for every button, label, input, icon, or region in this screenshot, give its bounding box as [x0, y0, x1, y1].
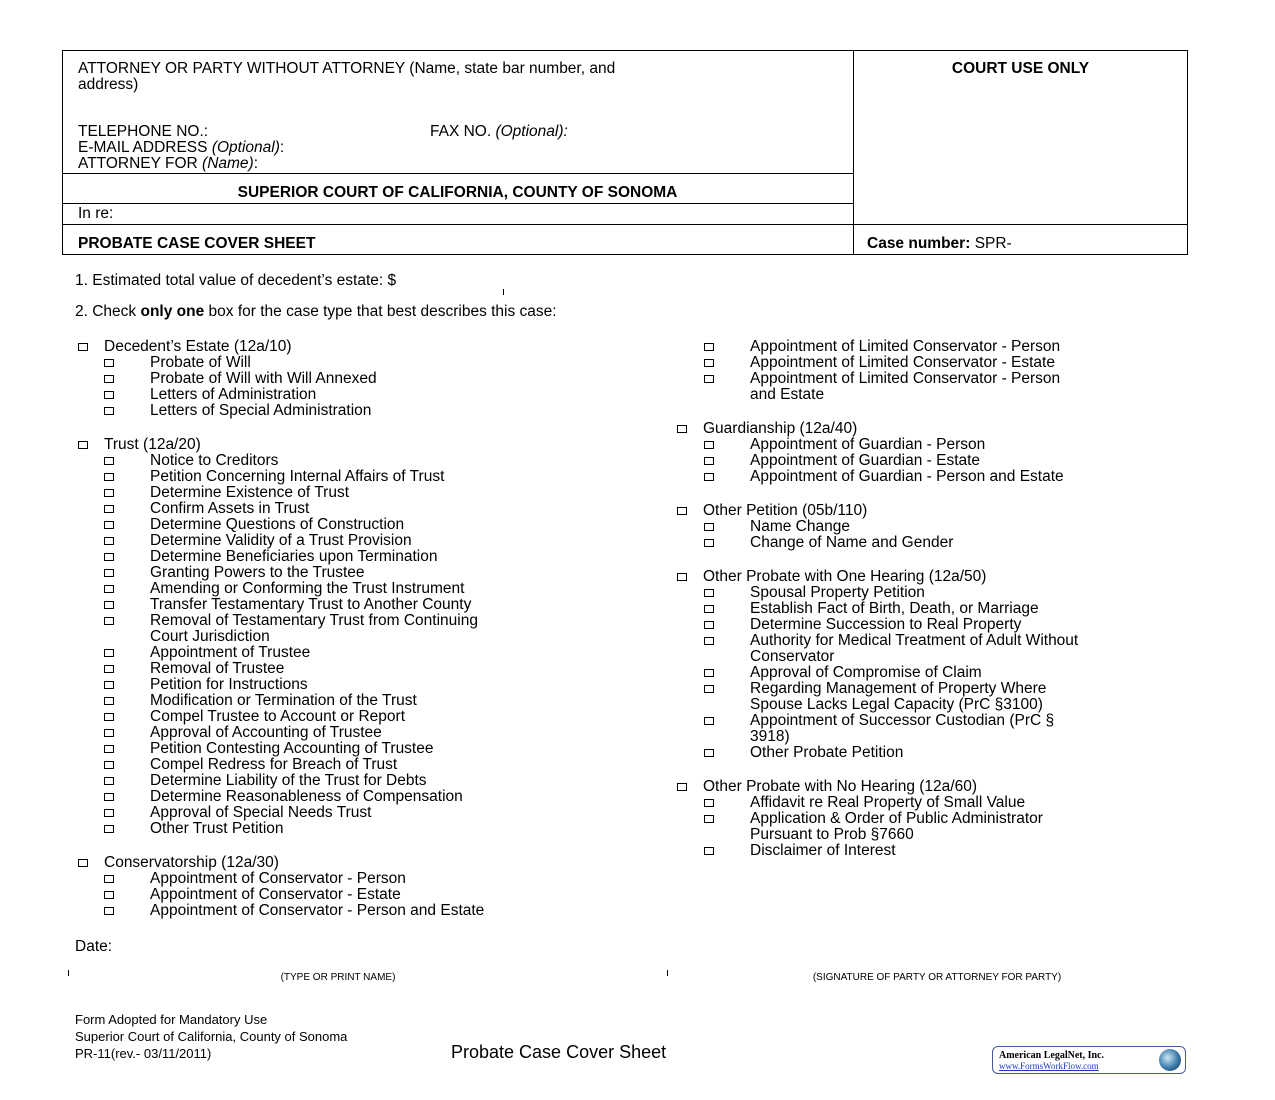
option-label: Determine Liability of the Trust for Debts	[150, 772, 427, 789]
header-rule-3	[62, 224, 1188, 225]
option-label: Removal of Testamentary Trust from Continuing	[150, 612, 478, 629]
in-re-label: In re:	[78, 205, 114, 222]
checkbox[interactable]	[104, 697, 114, 705]
group-label: Trust (12a/20)	[104, 436, 201, 453]
checkbox[interactable]	[704, 749, 714, 757]
footer-line-2: Superior Court of California, County of Sonoma	[75, 1029, 348, 1044]
q2-post: box for the case type that best describes this case:	[204, 303, 557, 320]
option-label: Disclaimer of Interest	[750, 842, 896, 859]
option-label: Petition Contesting Accounting of Trustee	[150, 740, 434, 757]
court-name: SUPERIOR COURT OF CALIFORNIA, COUNTY OF SONOMA	[237, 184, 678, 201]
checkbox[interactable]	[104, 907, 114, 915]
checkbox[interactable]	[78, 859, 88, 867]
checkbox[interactable]	[704, 589, 714, 597]
option-label: Transfer Testamentary Trust to Another County	[150, 596, 472, 613]
option-label: Amending or Conforming the Trust Instrument	[150, 580, 465, 597]
option-label: Petition Concerning Internal Affairs of Trust	[150, 468, 445, 485]
checkbox[interactable]	[704, 669, 714, 677]
option-label: Appointment of Limited Conservator - Person	[750, 370, 1061, 387]
option-label: and Estate	[750, 386, 825, 403]
q2-pre: 2. Check	[75, 303, 141, 320]
checkbox[interactable]	[104, 359, 114, 367]
checkbox[interactable]	[704, 359, 714, 367]
footer-line-1: Form Adopted for Mandatory Use	[75, 1012, 268, 1027]
checkbox[interactable]	[104, 825, 114, 833]
option-label: Confirm Assets in Trust	[150, 500, 310, 517]
footer-line-3: PR-11(rev.- 03/11/2011)	[75, 1046, 212, 1061]
checkbox[interactable]	[704, 523, 714, 531]
checkbox[interactable]	[704, 717, 714, 725]
checkbox[interactable]	[104, 729, 114, 737]
checkbox[interactable]	[104, 649, 114, 657]
q2-bold: only one	[140, 303, 205, 320]
checkbox[interactable]	[677, 507, 687, 515]
checkbox[interactable]	[677, 783, 687, 791]
header-rule-2	[62, 203, 853, 204]
email-text: E-MAIL ADDRESS	[78, 139, 208, 156]
attorney-for-name: (Name)	[202, 155, 254, 172]
form-title: PROBATE CASE COVER SHEET	[78, 235, 316, 252]
checkbox[interactable]	[104, 761, 114, 769]
date-label: Date:	[75, 938, 113, 955]
footer-title: Probate Case Cover Sheet	[451, 1042, 667, 1062]
option-label: Modification or Termination of the Trust	[150, 692, 417, 709]
option-label: Determine Existence of Trust	[150, 484, 349, 501]
checkbox[interactable]	[104, 457, 114, 465]
checkbox[interactable]	[104, 489, 114, 497]
option-label: Regarding Management of Property Where	[750, 680, 1047, 697]
option-label: Appointment of Guardian - Person and Estate	[750, 468, 1064, 485]
checkbox[interactable]	[704, 457, 714, 465]
option-label: Determine Reasonableness of Compensation	[150, 788, 463, 805]
checkbox[interactable]	[104, 553, 114, 561]
option-label: Appointment of Conservator - Person and Estate	[150, 902, 485, 919]
checkbox[interactable]	[104, 665, 114, 673]
globe-icon	[1159, 1049, 1181, 1071]
checkbox[interactable]	[104, 745, 114, 753]
group-label: Guardianship (12a/40)	[703, 420, 858, 437]
option-label: Probate of Will with Will Annexed	[150, 370, 377, 387]
header-rule-1	[62, 173, 853, 174]
group-label: Conservatorship (12a/30)	[104, 854, 279, 871]
option-label: Affidavit re Real Property of Small Value	[750, 794, 1026, 811]
option-label: Appointment of Trustee	[150, 644, 311, 661]
attorney-label-2: address)	[78, 76, 139, 93]
group-label: Other Probate with No Hearing (12a/60)	[703, 778, 977, 795]
option-label: Spouse Lacks Legal Capacity (PrC §3100)	[750, 696, 1043, 713]
case-number-label: Case number:	[867, 235, 971, 252]
case-number	[867, 236, 1012, 252]
checkbox[interactable]	[104, 375, 114, 383]
checkbox[interactable]	[104, 601, 114, 609]
checkbox[interactable]	[104, 585, 114, 593]
email-label	[78, 140, 284, 156]
attorney-label: ATTORNEY OR PARTY WITHOUT ATTORNEY (Name, state bar number, and	[78, 60, 616, 77]
option-label: Name Change	[750, 518, 850, 535]
checkbox[interactable]	[704, 375, 714, 383]
option-label: Compel Redress for Breach of Trust	[150, 756, 398, 773]
checkbox[interactable]	[104, 777, 114, 785]
option-label: Conservator	[750, 648, 835, 665]
checkbox[interactable]	[78, 343, 88, 351]
email-optional: (Optional)	[211, 139, 280, 156]
option-label: 3918)	[750, 728, 790, 745]
checkbox[interactable]	[704, 621, 714, 629]
attorney-for-label	[78, 156, 258, 172]
option-label: Change of Name and Gender	[750, 534, 954, 551]
checkbox[interactable]	[704, 605, 714, 613]
option-label: Appointment of Guardian - Person	[750, 436, 986, 453]
option-label: Granting Powers to the Trustee	[150, 564, 365, 581]
checkbox[interactable]	[104, 473, 114, 481]
option-label: Petition for Instructions	[150, 676, 308, 693]
checkbox[interactable]	[704, 685, 714, 693]
option-label: Approval of Accounting of Trustee	[150, 724, 382, 741]
checkbox[interactable]	[704, 637, 714, 645]
option-label: Removal of Trustee	[150, 660, 285, 677]
checkbox[interactable]	[677, 573, 687, 581]
checkbox[interactable]	[104, 569, 114, 577]
signature-label: (SIGNATURE OF PARTY OR ATTORNEY FOR PARTY)	[812, 972, 1062, 983]
attorney-for-text: ATTORNEY FOR	[78, 155, 198, 172]
option-label: Other Probate Petition	[750, 744, 904, 761]
checkbox[interactable]	[704, 847, 714, 855]
option-label: Appointment of Successor Custodian (PrC §	[750, 712, 1055, 729]
question-1: 1. Estimated total value of decedent’s estate: $	[75, 272, 397, 289]
logo-name: American LegalNet, Inc.	[999, 1050, 1104, 1061]
option-label: Authority for Medical Treatment of Adult Without	[750, 632, 1079, 649]
checkbox[interactable]	[104, 809, 114, 817]
option-label: Compel Trustee to Account or Report	[150, 708, 406, 725]
checkbox[interactable]	[104, 891, 114, 899]
checkbox[interactable]	[104, 537, 114, 545]
option-label: Spousal Property Petition	[750, 584, 925, 601]
attorney-for-colon: :	[253, 155, 259, 172]
checkbox[interactable]	[704, 539, 714, 547]
option-label: Approval of Compromise of Claim	[750, 664, 982, 681]
option-label: Letters of Special Administration	[150, 402, 372, 419]
option-label: Probate of Will	[150, 354, 251, 371]
court-use-only: COURT USE ONLY	[951, 60, 1090, 77]
telephone-label: TELEPHONE NO.:	[78, 123, 209, 140]
option-label: Establish Fact of Birth, Death, or Marriage	[750, 600, 1039, 617]
type-name-label: (TYPE OR PRINT NAME)	[280, 972, 396, 983]
checkbox[interactable]	[78, 441, 88, 449]
option-label: Application & Order of Public Administrator	[750, 810, 1043, 827]
checkbox[interactable]	[704, 441, 714, 449]
checkbox[interactable]	[104, 407, 114, 415]
checkbox[interactable]	[677, 425, 687, 433]
checkbox[interactable]	[704, 799, 714, 807]
option-label: Approval of Special Needs Trust	[150, 804, 372, 821]
checkbox[interactable]	[704, 473, 714, 481]
email-colon: :	[279, 139, 285, 156]
option-label: Determine Questions of Construction	[150, 516, 405, 533]
option-label: Pursuant to Prob §7660	[750, 826, 914, 843]
option-label: Determine Validity of a Trust Provision	[150, 532, 412, 549]
group-label: Other Probate with One Hearing (12a/50)	[703, 568, 987, 585]
checkbox[interactable]	[704, 343, 714, 351]
checkbox[interactable]	[104, 521, 114, 529]
checkbox[interactable]	[104, 793, 114, 801]
option-label: Appointment of Limited Conservator - Person	[750, 338, 1061, 355]
estate-value-field[interactable]	[503, 289, 504, 295]
checkbox[interactable]	[104, 617, 114, 625]
option-label: Appointment of Conservator - Person	[150, 870, 406, 887]
legalnet-logo[interactable]	[992, 1046, 1186, 1074]
fax-label	[430, 124, 568, 140]
checkbox[interactable]	[104, 391, 114, 399]
group-label: Other Petition (05b/110)	[703, 502, 868, 519]
option-label: Appointment of Conservator - Estate	[150, 886, 401, 903]
checkbox[interactable]	[104, 875, 114, 883]
option-label: Court Jurisdiction	[150, 628, 270, 645]
fax-text: FAX NO.	[430, 123, 492, 140]
option-label: Letters of Administration	[150, 386, 317, 403]
group-label: Decedent’s Estate (12a/10)	[104, 338, 292, 355]
option-label: Appointment of Limited Conservator - Estate	[750, 354, 1055, 371]
case-number-prefix: SPR-	[974, 235, 1012, 252]
logo-url[interactable]: www.FormsWorkFlow.com	[999, 1061, 1099, 1071]
option-label: Appointment of Guardian - Estate	[750, 452, 981, 469]
checkbox[interactable]	[104, 505, 114, 513]
option-label: Determine Beneficiaries upon Termination	[150, 548, 438, 565]
fax-optional: (Optional):	[495, 123, 568, 140]
option-label: Determine Succession to Real Property	[750, 616, 1022, 633]
question-2	[75, 304, 557, 320]
checkbox[interactable]	[704, 815, 714, 823]
checkbox[interactable]	[104, 681, 114, 689]
checkbox[interactable]	[104, 713, 114, 721]
option-label: Notice to Creditors	[150, 452, 279, 469]
option-label: Other Trust Petition	[150, 820, 284, 837]
